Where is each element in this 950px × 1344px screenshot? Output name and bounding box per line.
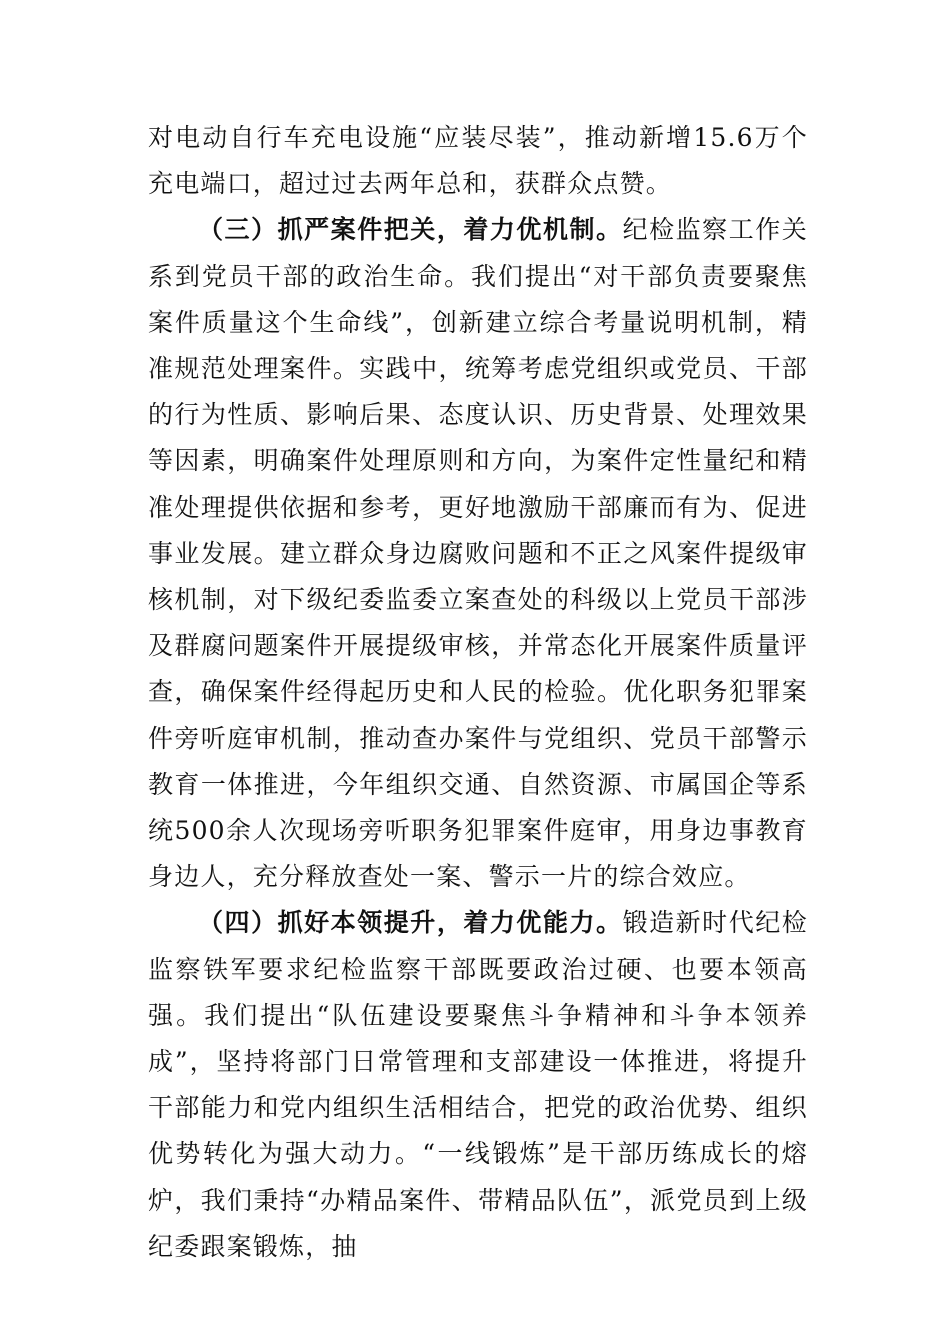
paragraph-text: 纪检监察工作关系到党员干部的政治生命。我们提出“对干部负责要聚焦案件质量这个生命线”，创新建立综合考量说明机制，精准规范处理案件。实践中，统筹考虑党组织或党员、干部的行为性质、影响后果、态度认识、历史背景、处理效果等因素，明确案件处理原则和方向，为案件定性量纪和精准处理提供依据和参考，更好地激励干部廉而有为、促进事业发展。建立群众身边腐败问题和不正之风案件提级审核机制，对下级纪委监委立案查处的科级以上党员干部涉及群腐问题案件开展提级审核，并常态化开展案件质量评查，确保案件经得起历史和人民的检验。优化职务犯罪案件旁听庭审机制，推动查办案件与党组织、党员干部警示教育一体推进，今年组织交通、自然资源、市属国企等系统500余人次现场旁听职务犯罪案件庭审，用身边事教育身边人，充分释放查处一案、警示一片的综合效应。 [148, 215, 808, 892]
paragraph-text: 锻造新时代纪检监察铁军要求纪检监察干部既要政治过硬、也要本领高强。我们提出“队伍建设要聚焦斗争精神和斗争本领养成”，坚持将部门日常管理和支部建设一体推进，将提升干部能力和党内组织生活相结合，把党的政治优势、组织优势转化为强大动力。“一线锻炼”是干部历练成长的熔炉，我们秉持“办精品案件、带精品队伍”，派党员到上级纪委跟案锻炼，抽 [148, 908, 808, 1261]
paragraph-section-four [148, 900, 808, 1270]
section-heading-three: （三）抓严案件把关，着力优机制。 [198, 215, 623, 245]
paragraph-continuation [148, 115, 808, 207]
paragraph-section-three [148, 207, 808, 900]
section-heading-four: （四）抓好本领提升，着力优能力。 [198, 908, 623, 938]
document-body [148, 115, 808, 1270]
paragraph-text: 对电动自行车充电设施“应装尽装”，推动新增15.6万个充电端口，超过过去两年总和，获群众点赞。 [148, 123, 808, 199]
